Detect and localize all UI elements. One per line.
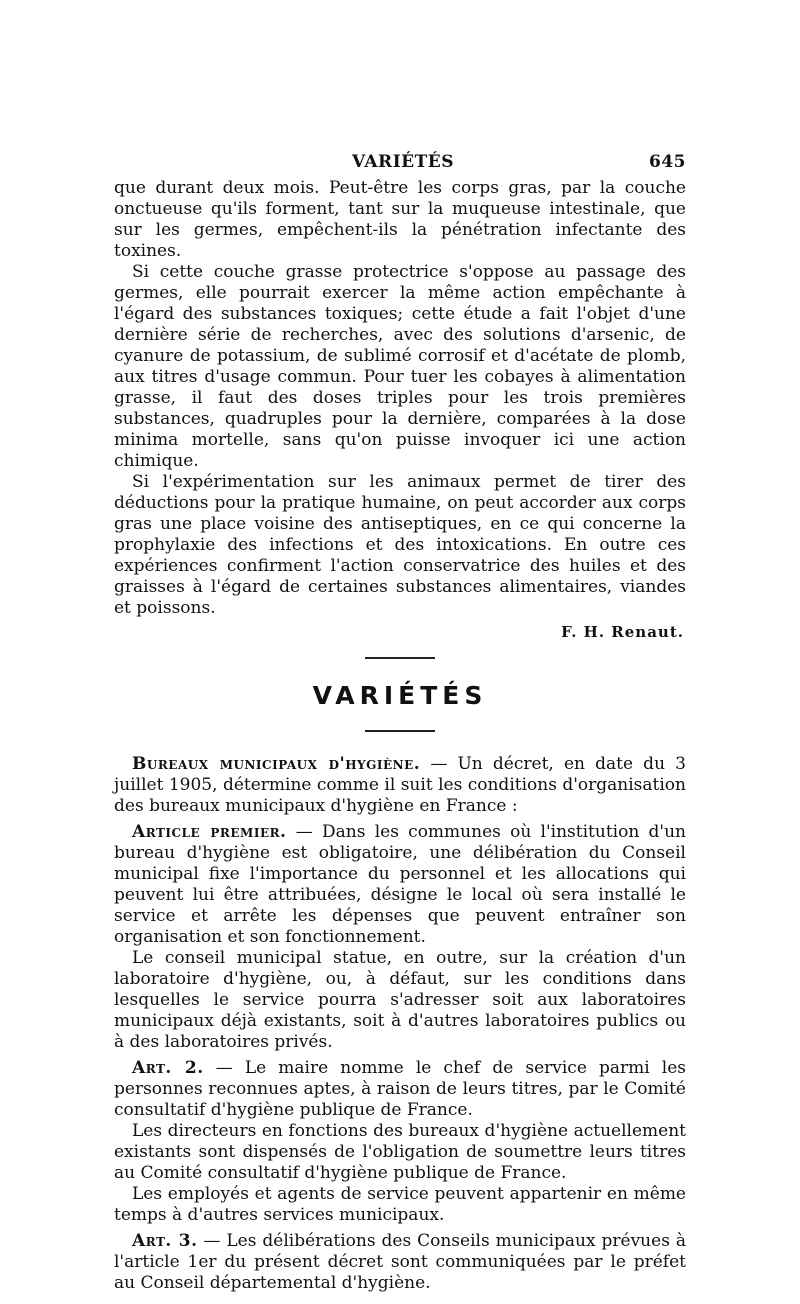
- author-signature: F. H. Renaut.: [561, 623, 684, 641]
- running-head: [114, 150, 686, 178]
- paragraph: Si cette couche grasse protectrice s'oppose au passage des germes, elle pourrait exercer la même action empêchante à l'égard des substances toxiques; cette étude a fait l'objet d'une dernière série de recherches, avec des solutions d'arsenic, de cyanure de potassium, de sublimé corrosif et d'acétate de plomb, aux titres d'usage commun. Pour tuer les cobayes à alimentation grasse, il faut des doses triples pour les trois premières substances, quadruples pour la dernière, comparées à la dose minima mortelle, sans qu'on puisse invoquer ici une action chimique.: [114, 262, 686, 471]
- divider-rule: [365, 657, 435, 659]
- document-page: [114, 150, 686, 1294]
- paragraph: [114, 1058, 686, 1121]
- article-heading: Art. 2.: [132, 1058, 204, 1078]
- page-number: 645: [649, 152, 686, 172]
- paragraph: Les employés et agents de service peuvent appartenir en même temps à d'autres services municipaux.: [114, 1184, 686, 1225]
- article-text: — Les délibérations des Conseils municipaux prévues à l'article 1er du présent décret sont communiquées par le préfet au Conseil départemental d'hygiène.: [114, 1231, 686, 1293]
- paragraph: Le conseil municipal statue, en outre, sur la création d'un laboratoire d'hygiène, ou, à défaut, sur les conditions dans lesquelles le service pourra s'adresser soit aux laboratoires municipaux déjà existants, soit à d'autres laboratoires publics ou à des laboratoires privés.: [114, 948, 686, 1052]
- article-text: — Le maire nomme le chef de service parmi les personnes reconnues aptes, à raison de leurs titres, par le Comité consultatif d'hygiène publique de France.: [114, 1058, 686, 1120]
- paragraph: Si l'expérimentation sur les animaux permet de tirer des déductions pour la pratique humaine, on peut accorder aux corps gras une place voisine des antiseptiques, en ce qui concerne la prophylaxie des infections et des intoxications. En outre ces expériences confirment l'action conservatrice des huiles et des graisses à l'égard de certaines substances alimentaires, viandes et poissons.: [114, 472, 686, 618]
- article-heading: Bureaux municipaux d'hygiène.: [132, 754, 421, 774]
- running-head-title: VARIÉTÉS: [352, 152, 454, 172]
- decree-article: [114, 754, 686, 1294]
- paragraph: que durant deux mois. Peut-être les corps gras, par la couche onctueuse qu'ils forment, tant sur la muqueuse intestinale, que sur les germes, empêchent-ils la pénétration infectante des toxines.: [114, 178, 686, 261]
- paragraph: Les directeurs en fonctions des bureaux d'hygiène actuellement existants sont dispensés de l'obligation de soumettre leurs titres au Comité consultatif d'hygiène publique de France.: [114, 1121, 686, 1183]
- paragraph: [114, 822, 686, 948]
- article-text: — Dans les communes où l'institution d'un bureau d'hygiène est obligatoire, une délibération du Conseil municipal fixe l'importance du personnel et les allocations qui peuvent lui être attribuées, désigne le local où sera installé le service et arrête les dépenses que peuvent entraîner son organisation et son fonctionnement.: [114, 822, 686, 947]
- previous-article: [114, 178, 686, 641]
- article-heading: Art. 3.: [132, 1231, 198, 1251]
- section-title: VARIÉTÉS: [312, 681, 488, 710]
- paragraph: [114, 754, 686, 817]
- paragraph: [114, 1231, 686, 1294]
- divider-rule: [365, 730, 435, 732]
- article-text: — Un décret, en date du 3 juillet 1905, détermine comme il suit les conditions d'organisation des bureaux municipaux d'hygiène en France :: [114, 754, 686, 816]
- article-heading: Article premier.: [132, 822, 287, 842]
